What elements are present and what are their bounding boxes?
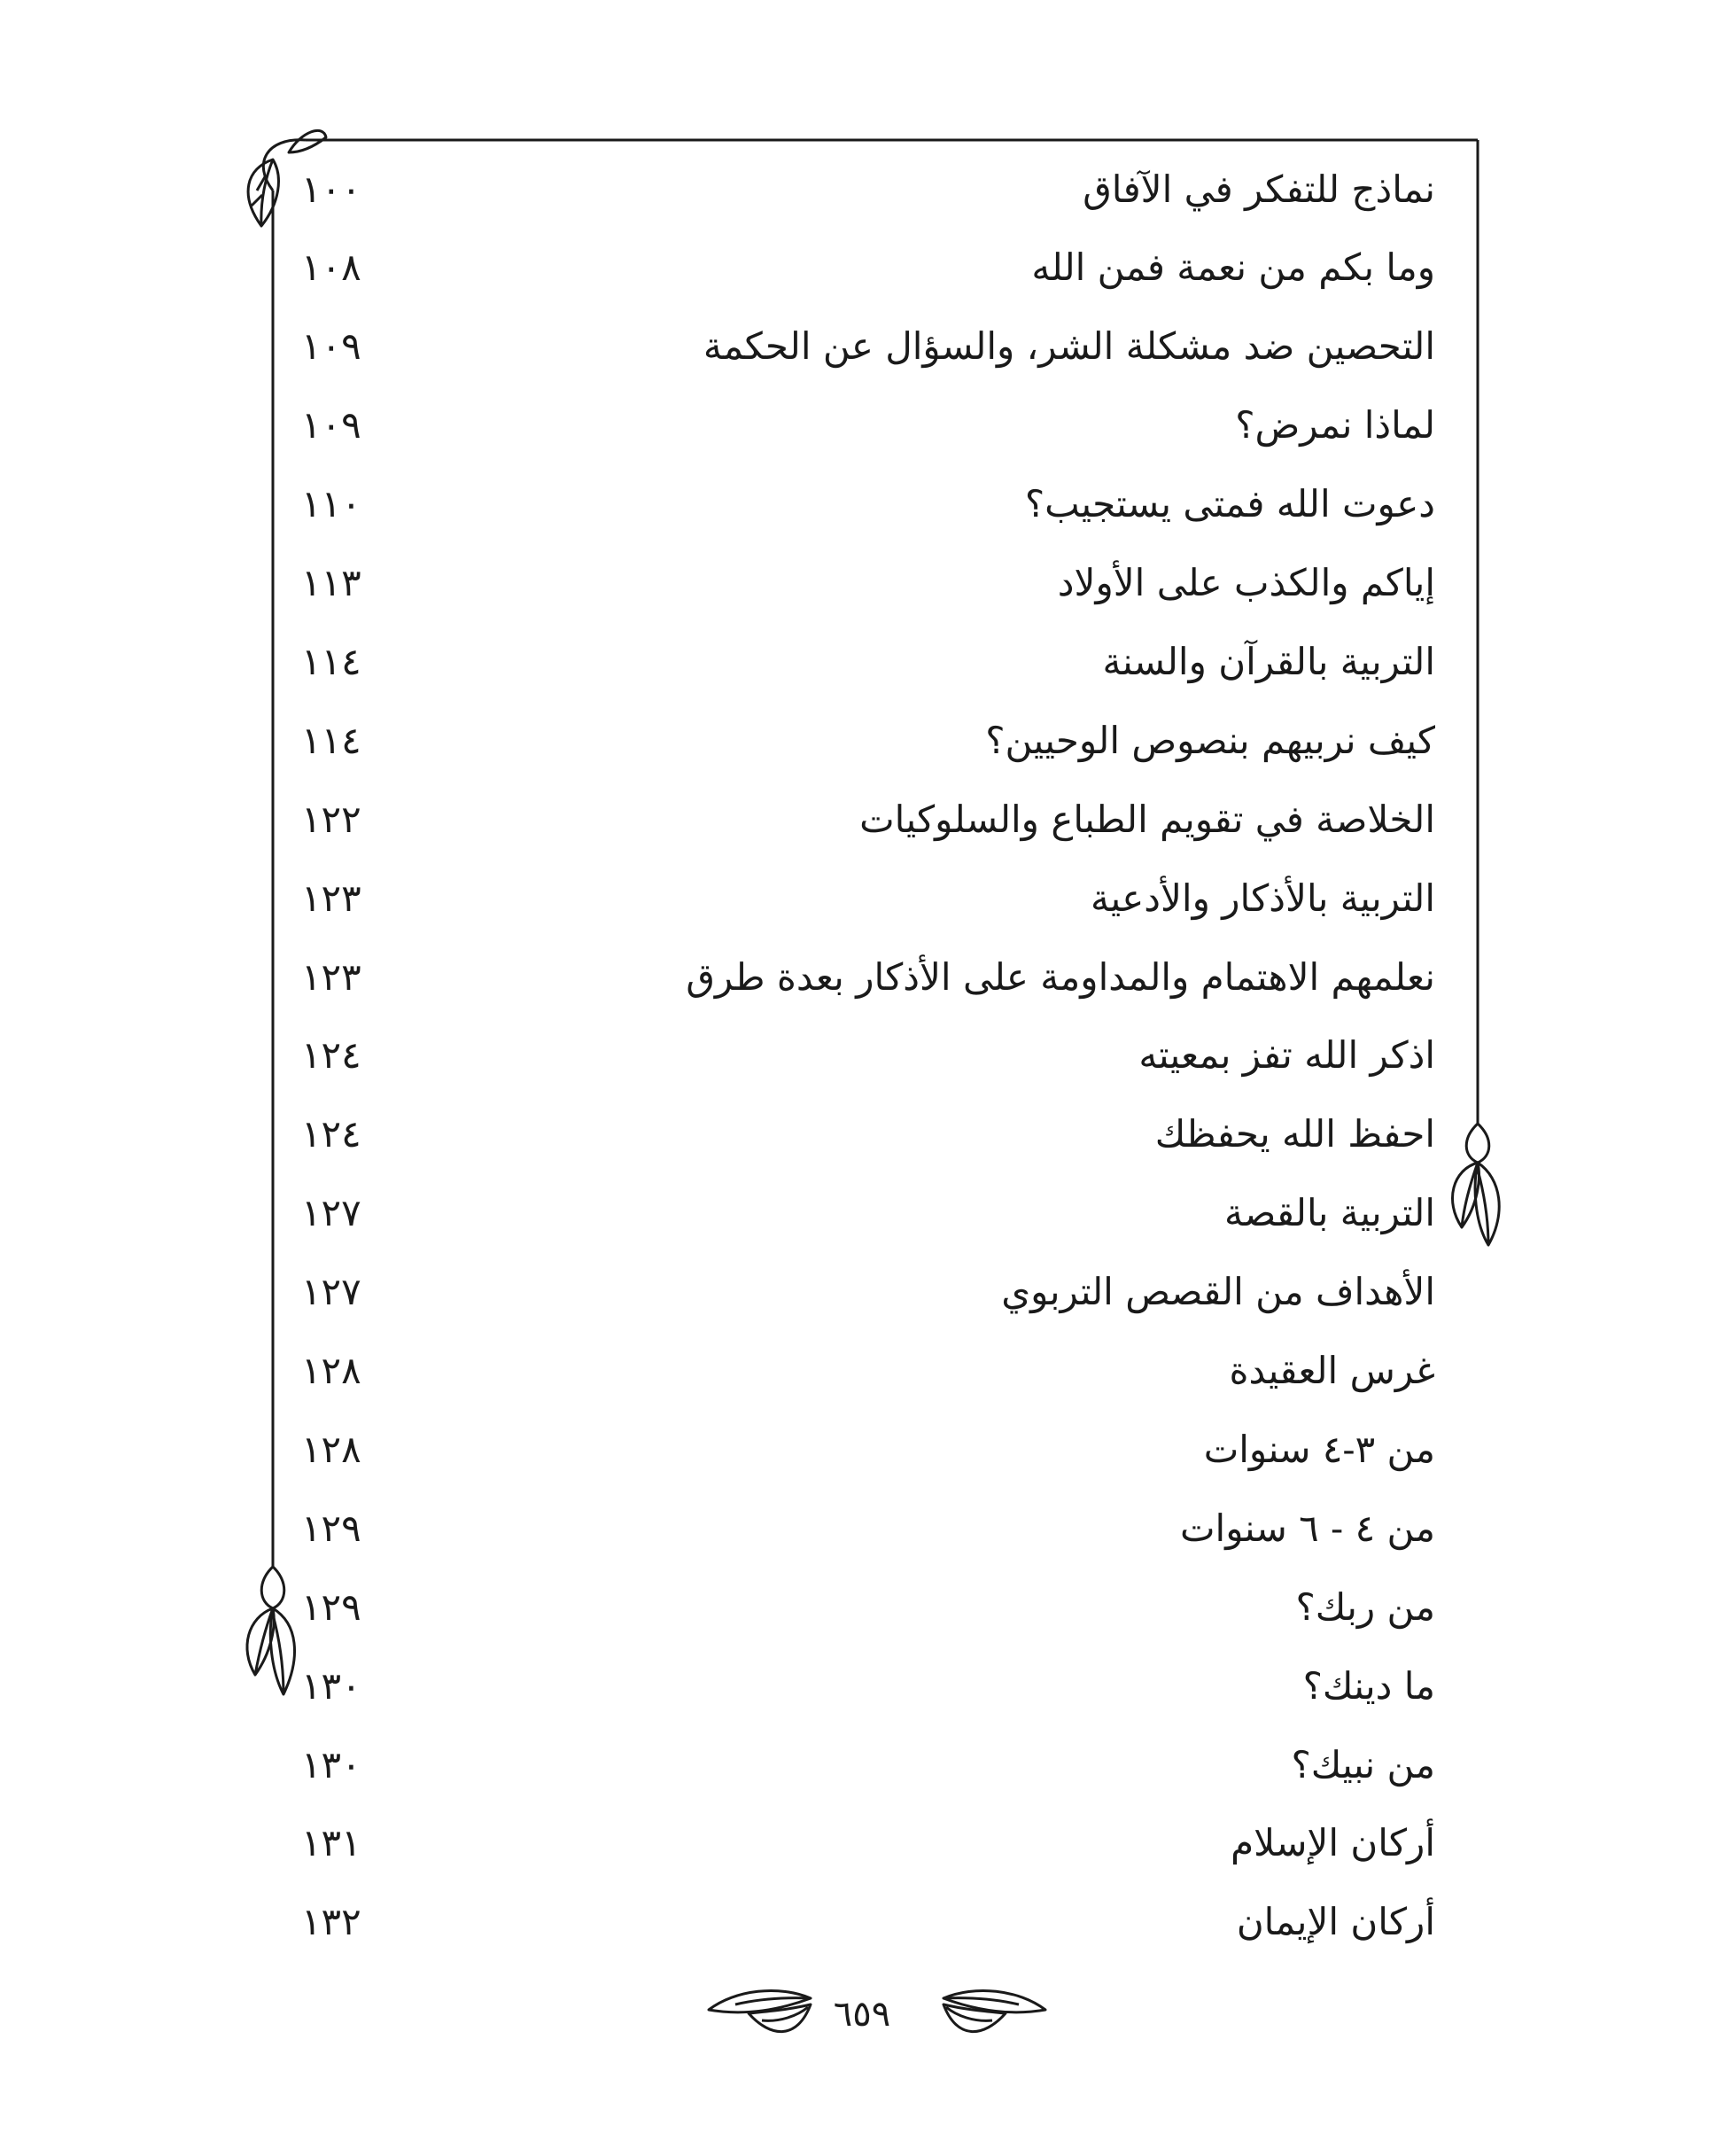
toc-entry-title: التربية بالقصة bbox=[1223, 1191, 1435, 1235]
toc-entry-page: ١٢٢ bbox=[301, 797, 361, 841]
toc-entry[interactable] bbox=[301, 1808, 1435, 1879]
toc-entry-page: ١٢٤ bbox=[301, 1112, 361, 1156]
leaf-ornament-icon bbox=[1453, 1124, 1500, 1245]
toc-entry[interactable] bbox=[301, 1887, 1435, 1958]
toc-entry-title: من نبيك؟ bbox=[1291, 1742, 1435, 1786]
toc-entry[interactable] bbox=[301, 153, 1435, 224]
toc-entry-title: أركان الإسلام bbox=[1231, 1821, 1435, 1865]
toc-entry[interactable] bbox=[301, 783, 1435, 854]
toc-entry-title: دعوت الله فمتى يستجيب؟ bbox=[1024, 482, 1435, 526]
toc-entry-title: إياكم والكذب على الأولاد bbox=[1057, 561, 1435, 604]
toc-entry-page: ١٣٠ bbox=[301, 1663, 361, 1708]
toc-entry[interactable] bbox=[301, 1413, 1435, 1484]
toc-entry-title: الخلاصة في تقويم الطباع والسلوكيات bbox=[859, 797, 1435, 841]
toc-entry[interactable] bbox=[301, 862, 1435, 933]
page-number: ٦٥٩ bbox=[833, 1994, 891, 2035]
toc-entry-page: ١١٤ bbox=[301, 718, 361, 762]
toc-entry-page: ١٢٨ bbox=[301, 1349, 361, 1392]
toc-entry[interactable] bbox=[301, 1571, 1435, 1642]
leaf-ornament-icon bbox=[247, 1567, 295, 1694]
toc-entry-title: كيف نربيهم بنصوص الوحيين؟ bbox=[985, 718, 1435, 762]
leaf-ornament-icon bbox=[709, 1990, 811, 2031]
toc-entry-title: لماذا نمرض؟ bbox=[1235, 403, 1435, 448]
toc-entry-title: التحصين ضد مشكلة الشر، والسؤال عن الحكمة bbox=[703, 324, 1435, 369]
toc-entry[interactable] bbox=[301, 1335, 1435, 1406]
toc-entry[interactable] bbox=[301, 626, 1435, 697]
toc-entry-page: ١٢٤ bbox=[301, 1033, 361, 1078]
toc-entry[interactable] bbox=[301, 1492, 1435, 1563]
toc-entry-page: ١١٠ bbox=[301, 482, 361, 526]
toc-entry-title: التربية بالقرآن والسنة bbox=[1102, 639, 1435, 683]
toc-entry[interactable] bbox=[301, 1099, 1435, 1170]
toc-entry-page: ١٠٩ bbox=[301, 403, 361, 448]
toc-entry-page: ١١٤ bbox=[301, 639, 361, 683]
toc-entry[interactable] bbox=[301, 232, 1435, 303]
toc-entry-page: ١٠٩ bbox=[301, 324, 361, 369]
toc-entry-page: ١٢٧ bbox=[301, 1270, 361, 1314]
toc-entry-title: ما دينك؟ bbox=[1302, 1663, 1435, 1708]
toc-entry-page: ١٢٨ bbox=[301, 1427, 361, 1471]
toc-entry-title: من ٣-٤ سنوات bbox=[1203, 1427, 1435, 1471]
toc-entry-page: ١٣١ bbox=[301, 1821, 361, 1865]
toc-entry-title: من ربك؟ bbox=[1295, 1584, 1435, 1629]
toc-entry-title: أركان الإيمان bbox=[1236, 1900, 1435, 1944]
toc-entry-title: غرس العقيدة bbox=[1229, 1349, 1435, 1392]
toc-entry-title: نعلمهم الاهتمام والمداومة على الأذكار بعدة طرق bbox=[686, 954, 1435, 999]
toc-entry-title: وما بكم من نعمة فمن الله bbox=[1031, 245, 1435, 290]
toc-entry-title: اذكر الله تفز بمعيته bbox=[1138, 1033, 1435, 1078]
toc-entry-page: ١٣٠ bbox=[301, 1742, 361, 1786]
toc-entry[interactable] bbox=[301, 941, 1435, 1012]
toc-entry-title: من ٤ - ٦ سنوات bbox=[1180, 1506, 1435, 1550]
toc-entry[interactable] bbox=[301, 469, 1435, 540]
toc-entry[interactable] bbox=[301, 1650, 1435, 1721]
toc-entry-page: ١٢٣ bbox=[301, 954, 361, 999]
toc-entry[interactable] bbox=[301, 390, 1435, 461]
toc-entry[interactable] bbox=[301, 548, 1435, 619]
toc-entry-title: الأهداف من القصص التربوي bbox=[1001, 1270, 1435, 1314]
toc-entry-page: ١٢٣ bbox=[301, 876, 361, 920]
toc-entry-page: ١٢٩ bbox=[301, 1506, 361, 1550]
toc-entry-title: نماذج للتفكر في الآفاق bbox=[1083, 167, 1435, 211]
toc-entry-page: ١٠٨ bbox=[301, 245, 361, 290]
toc-entry-page: ١٢٧ bbox=[301, 1191, 361, 1235]
toc-entry[interactable] bbox=[301, 1729, 1435, 1800]
toc-entry[interactable] bbox=[301, 704, 1435, 775]
toc-entry[interactable] bbox=[301, 311, 1435, 382]
leaf-ornament-icon bbox=[944, 1990, 1045, 2031]
toc-entry-page: ١١٣ bbox=[301, 561, 361, 604]
toc-entry-title: احفظ الله يحفظك bbox=[1154, 1112, 1435, 1156]
toc-entry[interactable] bbox=[301, 1257, 1435, 1327]
toc-entry[interactable] bbox=[301, 1020, 1435, 1091]
toc-entry-page: ١٣٢ bbox=[301, 1900, 361, 1944]
toc-entry-page: ١٠٠ bbox=[301, 167, 361, 211]
toc-entry-title: التربية بالأذكار والأدعية bbox=[1091, 876, 1435, 920]
toc-entry-page: ١٢٩ bbox=[301, 1584, 361, 1629]
toc-entry[interactable] bbox=[301, 1178, 1435, 1249]
